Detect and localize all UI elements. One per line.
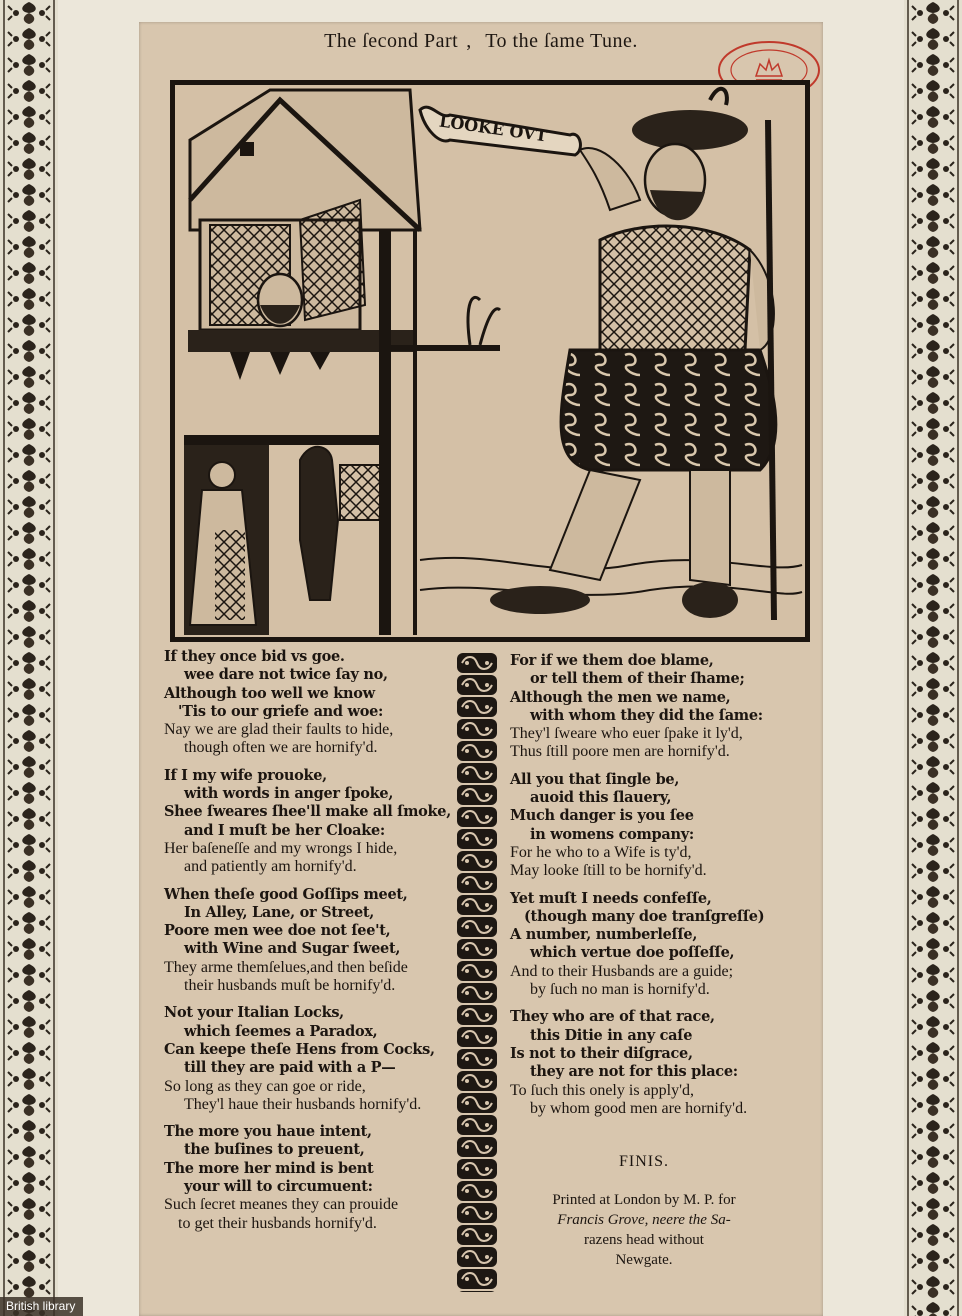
verse-line: Can keepe theſe Hens from Cocks, — [164, 1040, 435, 1058]
verse-line: (though many doe tranſgreſſe) — [524, 907, 765, 925]
verse-line: The more you haue intent, — [164, 1123, 372, 1141]
verse-line: Her baſeneſſe and my wrongs I hide, — [164, 839, 398, 857]
stanza — [164, 1123, 446, 1233]
stanza — [164, 886, 446, 996]
verse-line: For he who to a Wife is ty'd, — [510, 843, 692, 861]
ornament-divider-column — [454, 652, 500, 1292]
verse-line: auoid this ſlauery, — [530, 789, 672, 807]
verse-line: with Wine and Sugar ſweet, — [184, 940, 401, 958]
part-title: The ſecond Part — [324, 30, 459, 52]
stanza — [164, 648, 446, 758]
verse-line: Much danger is you ſee — [510, 807, 694, 825]
verse-line: 'Tis to our griefe and woe: — [178, 702, 384, 720]
stanza — [510, 652, 810, 762]
verse-line: or tell them of their ſhame; — [530, 670, 745, 688]
woman-in-doorway — [184, 445, 269, 635]
left-ornamental-border — [0, 0, 58, 1316]
verse-line: They'l ſweare who euer ſpake it ly'd, — [510, 725, 743, 743]
colophon-line: Francis Grove, neere the Sa- — [557, 1212, 731, 1228]
verse-line: Although the men we name, — [510, 688, 731, 706]
verse-line: When theſe good Goſſips meet, — [164, 885, 408, 903]
woodcut-illustration — [170, 80, 810, 642]
finis-label: FINIS. — [618, 1153, 669, 1170]
verse-line: All you that ſingle be, — [510, 770, 680, 788]
verse-line: by whom good men are hornify'd. — [530, 1099, 748, 1117]
verse-line: For if we them doe blame, — [510, 652, 714, 669]
verse-line: till they are paid with a P— — [184, 1059, 396, 1077]
verse-line: If they once bid vs goe. — [164, 648, 345, 665]
verse-line: they are not for this place: — [530, 1063, 738, 1081]
verse-line: though often we are hornify'd. — [184, 739, 378, 757]
verse-line: and I muſt be her Cloake: — [184, 821, 385, 839]
verse-line: which vertue doe poſſeſſe, — [530, 944, 735, 962]
right-ornamental-border — [904, 0, 962, 1316]
verse-line: So long as they can goe or ride, — [164, 1077, 366, 1095]
verse-line: their husbands muſt be hornify'd. — [184, 977, 396, 995]
stanza — [510, 1008, 810, 1118]
left-verse-column — [164, 648, 451, 1242]
verse-line: Thus ſtill poore men are hornify'd. — [510, 743, 730, 761]
verse-line: And to their Husbands are a guide; — [510, 962, 734, 980]
verse-line: to get their husbands hornify'd. — [178, 1214, 377, 1232]
stanza — [164, 766, 451, 877]
verse-line: in womens company: — [530, 825, 694, 843]
right-border-pattern — [904, 0, 962, 1316]
verse-line: They arme themſelues,and then beſide — [164, 958, 408, 976]
verse-line: Is not to their diſgrace, — [510, 1044, 693, 1062]
verse-line: The more her mind is bent — [164, 1159, 374, 1177]
colophon-line: Printed at London by M. P. for — [552, 1192, 736, 1208]
verse-line: and patiently am hornify'd. — [184, 858, 357, 876]
verse-line: by ſuch no man is hornify'd. — [530, 981, 710, 999]
image-credit: British library — [0, 1297, 83, 1316]
husband-head-in-window — [258, 274, 302, 326]
stanza — [510, 890, 810, 1000]
printer-colophon — [509, 1190, 779, 1270]
verse-line: To ſuch this onely is apply'd, — [510, 1081, 694, 1099]
verse-line: which ſeemes a Paradox, — [184, 1022, 378, 1040]
verse-line: this Ditie in any caſe — [530, 1026, 693, 1044]
right-verse-column — [510, 652, 810, 1127]
verse-line: Although too well we know — [164, 684, 375, 702]
verse-line: They'l haue their husbands hornify'd. — [184, 1095, 422, 1113]
verse-line: They who are of that race, — [510, 1008, 715, 1026]
stanza — [510, 771, 810, 881]
left-border-pattern — [0, 0, 58, 1316]
verse-line: your will to circumuent: — [184, 1178, 373, 1196]
colophon-line: razens head without — [584, 1232, 704, 1248]
verse-line: Shee ſweares ſhee'll make all ſmoke, — [164, 803, 451, 821]
verse-line: the buſines to preuent, — [184, 1141, 365, 1159]
sheet-heading: The ſecond Part , To the ſame Tune. — [324, 30, 638, 52]
verse-line: wee dare not twice ſay no, — [184, 666, 388, 684]
verse-line: Yet muſt I needs confeſſe, — [510, 889, 712, 907]
verse-line: with words in anger ſpoke, — [184, 785, 394, 803]
verse-line: Nay we are glad their faults to hide, — [164, 721, 394, 739]
colophon-line: Newgate. — [615, 1252, 673, 1268]
verse-line: Not your Italian Locks, — [164, 1004, 344, 1022]
banner-text: LOOKE OVT — [438, 111, 549, 146]
verse-line: Such ſecret meanes they can prouide — [164, 1196, 399, 1214]
verse-line: If I my wife prouoke, — [164, 766, 327, 784]
verse-line: In Alley, Lane, or Street, — [184, 903, 375, 921]
verse-line: A number, numberleſſe, — [510, 926, 698, 944]
stanza — [164, 1004, 446, 1114]
verse-line: with whom they did the ſame: — [530, 706, 763, 724]
verse-line: May looke ſtill to be hornify'd. — [510, 862, 707, 880]
tune-note: To the ſame Tune. — [485, 30, 638, 52]
verse-line: Poore men wee doe not ſee't, — [164, 922, 391, 940]
